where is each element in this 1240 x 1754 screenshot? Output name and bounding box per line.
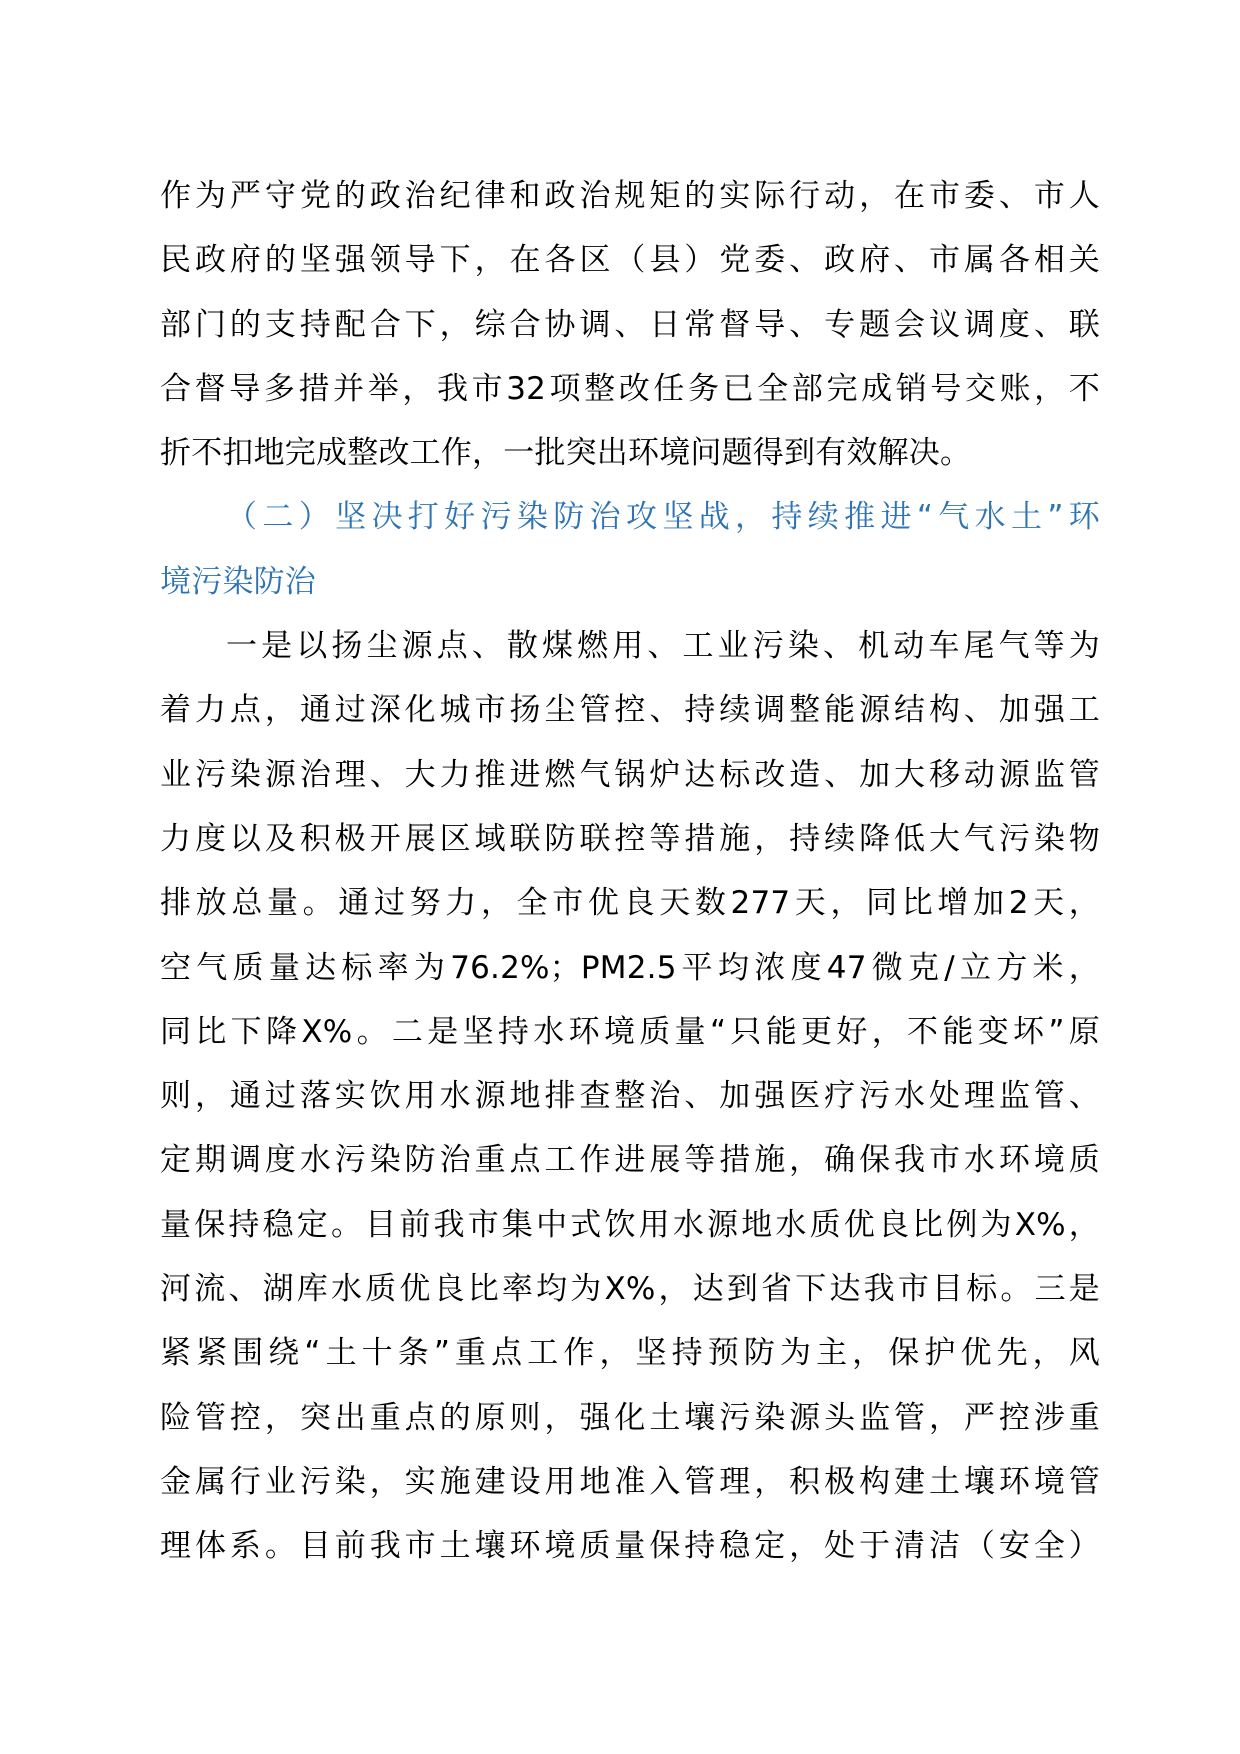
text-line: 一是以扬尘源点、散煤燃用、工业污染、机动车尾气等为	[226, 628, 1100, 665]
text-line: 业污染源治理、大力推进燃气锅炉达标改造、加大移动源监管	[160, 756, 1100, 793]
text-line: 部门的支持配合下，综合协调、日常督导、专题会议调度、联	[160, 306, 1100, 343]
text-line: 定期调度水污染防治重点工作进展等措施，确保我市水环境质	[160, 1142, 1100, 1179]
text-line: 同比下降X%。二是坚持水环境质量“只能更好，不能变坏”原	[160, 1013, 1100, 1050]
text-line: 金属行业污染，实施建设用地准入管理，积极构建土壤环境管	[160, 1463, 1100, 1500]
text-line: 力度以及积极开展区域联防联控等措施，持续降低大气污染物	[160, 820, 1100, 857]
text-line: 着力点，通过深化城市扬尘管控、持续调整能源结构、加强工	[160, 692, 1100, 729]
text-line: 合督导多措并举，我市32项整改任务已全部完成销号交账，不	[160, 370, 1100, 407]
document-body	[160, 164, 1100, 1579]
text-line: 河流、湖库水质优良比率均为X%，达到省下达我市目标。三是	[160, 1271, 1100, 1308]
heading-line: 境污染防治	[160, 563, 316, 600]
text-line: 排放总量。通过努力，全市优良天数277天，同比增加2天，	[160, 885, 1100, 922]
paragraph-1	[160, 164, 1100, 485]
text-line: 空气质量达标率为76.2%；PM2.5平均浓度47微克/立方米，	[160, 949, 1100, 986]
text-line: 则，通过落实饮用水源地排查整治、加强医疗污水处理监管、	[160, 1078, 1100, 1115]
text-line: 理体系。目前我市土壤环境质量保持稳定，处于清洁（安全）	[160, 1528, 1100, 1565]
text-line: 作为严守党的政治纪律和政治规矩的实际行动，在市委、市人	[160, 178, 1100, 214]
text-line: 民政府的坚强领导下，在各区（县）党委、政府、市属各相关	[160, 242, 1100, 279]
paragraph-2	[160, 614, 1100, 1578]
heading-line: （二）坚决打好污染防治攻坚战，持续推进“气水土”环	[226, 499, 1100, 536]
text-line: 紧紧围绕“土十条”重点工作，坚持预防为主，保护优先，风	[160, 1335, 1100, 1372]
text-line: 折不扣地完成整改工作，一批突出环境问题得到有效解决。	[160, 435, 972, 472]
section-heading	[160, 485, 1100, 614]
text-line: 险管控，突出重点的原则，强化土壤污染源头监管，严控涉重	[160, 1399, 1100, 1436]
text-line: 量保持稳定。目前我市集中式饮用水源地水质优良比例为X%，	[160, 1206, 1100, 1243]
